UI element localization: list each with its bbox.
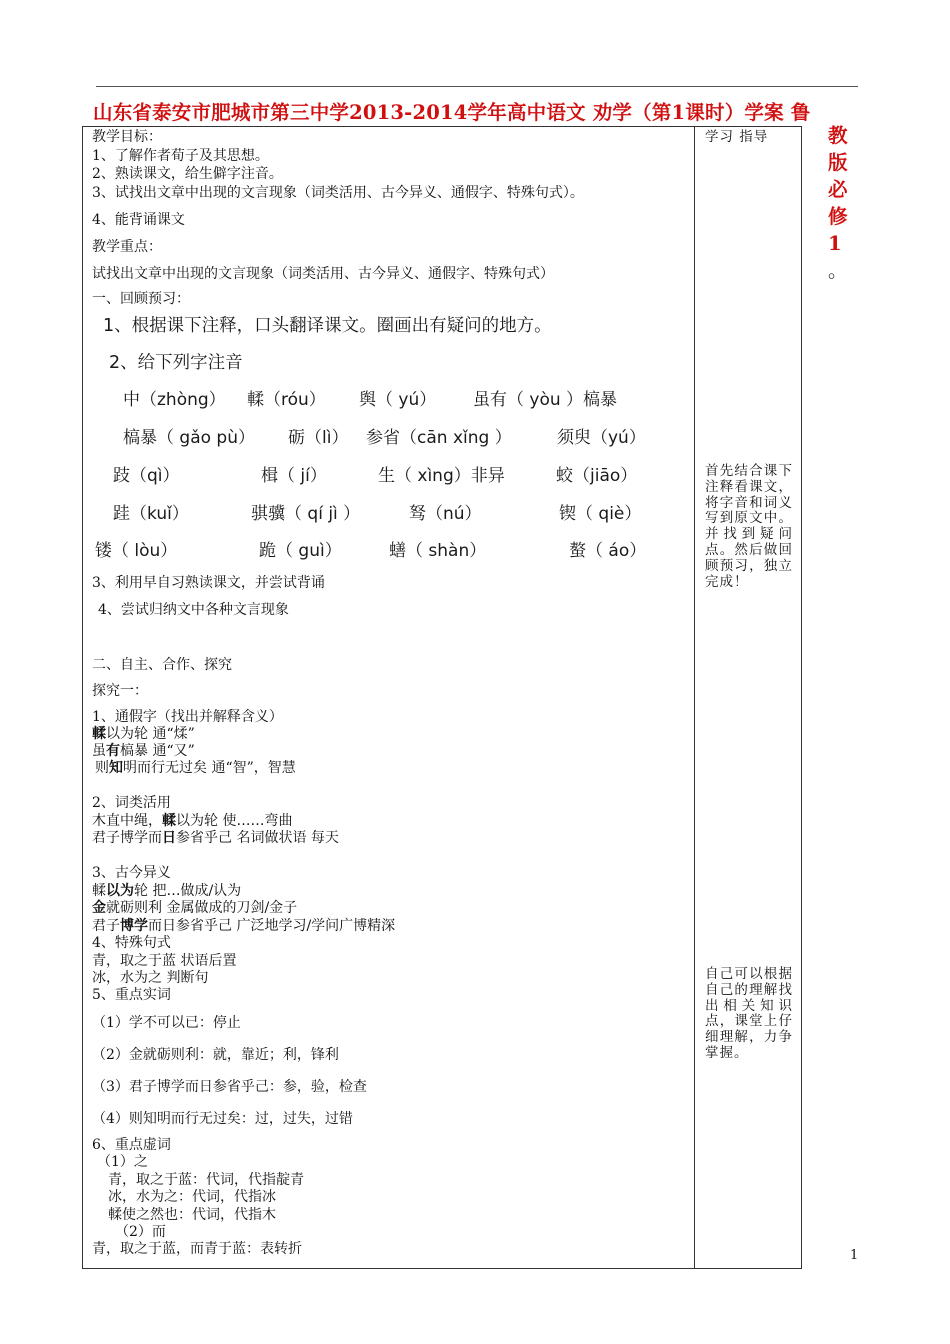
goal-item: 1、了解作者荀子及其思想。	[92, 148, 269, 164]
pinyin-entry: 中（zhòng）	[123, 390, 226, 410]
xuci-line: 輮使之然也：代词，代指木	[108, 1207, 276, 1223]
title-char: 1 。	[828, 232, 848, 282]
preview-item-3: 3、利用早自习熟读课文，并尝试背诵	[92, 575, 325, 591]
gujin-heading: 3、古今异义	[92, 865, 171, 881]
shici-heading: 5、重点实词	[92, 987, 171, 1003]
pinyin-entry: 驽（nú）	[409, 504, 482, 524]
pinyin-entry: 槁暴（ gǎo pù）	[123, 428, 255, 448]
lesson-content-cell	[83, 127, 695, 1269]
header-rule	[96, 86, 858, 87]
pinyin-entry: 虽有（ yòu ）槁暴	[473, 390, 618, 410]
explore-heading: 二、自主、合作、探究	[92, 657, 232, 673]
xuci-line: （1）之	[97, 1154, 148, 1170]
pinyin-entry: 舆（ yú）	[359, 390, 437, 410]
explore-sub-heading: 探究一：	[92, 683, 148, 699]
pinyin-entry: 砺（lì）	[288, 428, 349, 448]
pinyin-entry: 楫（ jí）	[261, 466, 327, 486]
preview-item-4: 4、尝试归纳文中各种文言现象	[98, 602, 289, 618]
pinyin-entry: 輮（róu）	[247, 390, 326, 410]
xuci-heading: 6、重点虚词	[92, 1137, 171, 1153]
pinyin-entry: 须臾（yú）	[557, 428, 646, 448]
huoyong-heading: 2、词类活用	[92, 795, 171, 811]
goal-item: 2、熟读课文，给生僻字注音。	[92, 166, 283, 182]
title-char: 修	[828, 205, 848, 228]
guidance-cell	[695, 127, 802, 1269]
preview-item-1: 1、根据课下注释，口头翻译课文。圈画出有疑问的地方。	[103, 316, 552, 336]
teshu-line: 青，取之于蓝 状语后置	[92, 953, 237, 969]
pinyin-entry: 锲（ qiè）	[559, 504, 642, 524]
pinyin-entry: 蟮（ shàn）	[389, 541, 487, 561]
gujin-line: 輮以为轮 把…做成/认为	[92, 883, 242, 899]
tongjia-heading: 1、通假字（找出并解释含义）	[92, 709, 283, 725]
document-title-continuation	[828, 122, 864, 284]
title-char: 教	[828, 124, 848, 147]
goal-item: 3、试找出文章中出现的文言现象（词类活用、古今异义、通假字、特殊句式）。	[92, 185, 584, 201]
xuci-line: 冰，水为之：代词，代指冰	[108, 1189, 276, 1205]
goals-heading: 教学目标：	[92, 129, 162, 145]
gujin-line: 君子博学而日参省乎己 广泛地学习/学问广博精深	[92, 918, 396, 934]
shici-line: （1）学不可以已：停止	[92, 1015, 241, 1031]
teshu-heading: 4、特殊句式	[92, 935, 171, 951]
xuci-line: 青，取之于蓝：代词，代指靛青	[108, 1172, 304, 1188]
lesson-table	[82, 126, 802, 1269]
page-number: 1	[850, 1248, 859, 1263]
pinyin-entry: 螯（ áo）	[569, 541, 647, 561]
focus-text: 试找出文章中出现的文言现象（词类活用、古今异义、通假字、特殊句式）	[92, 266, 554, 282]
xuci-line: 青，取之于蓝，而青于蓝：表转折	[92, 1241, 302, 1257]
pinyin-entry: 跂（qì）	[113, 466, 180, 486]
title-char: 必	[828, 178, 848, 201]
tongjia-line: 輮以为轮 通“煣”	[92, 726, 195, 742]
focus-heading: 教学重点：	[92, 239, 162, 255]
goal-item: 4、能背诵课文	[92, 212, 185, 228]
guidance-note-preview: 首先结合课下注释看课文，将字音和词义写到原文中。并找到疑问点。然后做回顾预习，独立完成！	[705, 463, 793, 590]
pinyin-entry: 骐骥（ qí jì ）	[251, 504, 361, 524]
gujin-line: 金就砺则利 金属做成的刀剑/金子	[92, 900, 298, 916]
xuci-line: （2）而	[115, 1224, 166, 1240]
pinyin-entry: 参省（cān xǐng ）	[366, 428, 512, 448]
guidance-note-explore: 自己可以根据自己的理解找出相关知识点，课堂上仔细理解，力争掌握。	[705, 966, 793, 1061]
shici-line: （4）则知明而行无过矣：过，过失，过错	[92, 1111, 353, 1127]
tongjia-line: 虽有槁暴 通“又”	[92, 743, 195, 759]
huoyong-line: 君子博学而日参省乎己 名词做状语 每天	[92, 830, 339, 846]
pinyin-entry: 跬（kuǐ）	[113, 504, 189, 524]
guidance-heading: 学习 指导	[705, 129, 769, 145]
shici-line: （2）金就砺则利：就，靠近；利，锋利	[92, 1047, 339, 1063]
huoyong-line: 木直中绳，輮以为轮 使……弯曲	[92, 813, 293, 829]
pinyin-entry: 蛟（jiāo）	[556, 466, 638, 486]
teshu-line: 冰，水为之 判断句	[92, 970, 209, 986]
pinyin-entry: 跪（ guì）	[259, 541, 342, 561]
preview-item-2: 2、给下列字注音	[109, 353, 243, 373]
pinyin-entry: 镂（ lòu）	[95, 541, 178, 561]
preview-heading: 一、回顾预习：	[92, 291, 190, 307]
shici-line: （3）君子博学而日参省乎己：参，验，检查	[92, 1079, 367, 1095]
document-title: 山东省泰安市肥城市第三中学2013-2014学年高中语文 劝学（第1课时）学案 鲁	[93, 101, 811, 124]
tongjia-line: 则知明而行无过矣 通“智”，智慧	[95, 760, 296, 776]
pinyin-entry: 生（ xìng）非异	[378, 466, 505, 486]
title-char: 版	[828, 151, 848, 174]
